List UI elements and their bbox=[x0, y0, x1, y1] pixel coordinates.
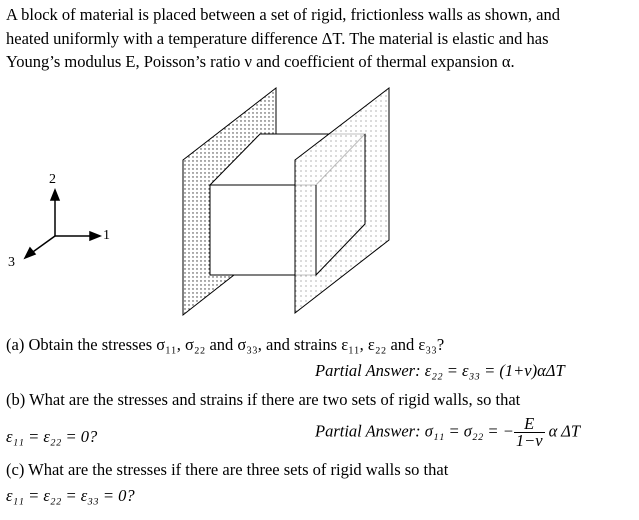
part-a-answer-label: Partial Answer: bbox=[315, 361, 421, 380]
right-rigid-wall bbox=[295, 88, 389, 313]
part-b-answer bbox=[315, 416, 580, 449]
part-b-fraction bbox=[514, 416, 545, 449]
axis-label-1: 1 bbox=[103, 228, 110, 243]
part-b-answer-lhs: σ₁₁ = σ₂₂ = − bbox=[424, 421, 514, 441]
part-a-answer bbox=[315, 361, 565, 381]
part-a-question: (a) Obtain the stresses σ₁₁, σ₂₂ and σ₃₃, and strains ε₁₁, ε₂₂ and ε₃₃? bbox=[6, 335, 445, 354]
part-b-question: (b) What are the stresses and strains if there are two sets of rigid walls, so that bbox=[6, 390, 521, 409]
intro-line-1: A block of material is placed between a set of rigid, frictionless walls as shown, and bbox=[6, 5, 560, 24]
part-c-condition: ε₁₁ = ε₂₂ = ε₃₃ = 0? bbox=[6, 486, 135, 505]
part-b-condition: ε₁₁ = ε₂₂ = 0? bbox=[6, 427, 98, 446]
block-between-walls-figure bbox=[0, 60, 639, 330]
part-c-question: (c) What are the stresses if there are three sets of rigid walls so that bbox=[6, 460, 449, 479]
coordinate-axes bbox=[25, 190, 100, 258]
fraction-denominator: 1−ν bbox=[515, 431, 543, 450]
fraction-numerator: E bbox=[514, 416, 545, 433]
part-a-answer-formula: ε₂₂ = ε₃₃ = (1+ν)αΔT bbox=[424, 361, 565, 380]
part-b-answer-rhs: α ΔT bbox=[548, 421, 581, 441]
axis-label-2: 2 bbox=[49, 172, 56, 187]
part-b-answer-label: Partial Answer: bbox=[315, 421, 421, 441]
intro-line-3: Young’s modulus E, Poisson’s ratio ν and coefficient of thermal expansion α. bbox=[6, 52, 515, 71]
intro-line-2: heated uniformly with a temperature difference ΔT. The material is elastic and has bbox=[6, 28, 549, 48]
axis-label-3: 3 bbox=[8, 255, 15, 270]
